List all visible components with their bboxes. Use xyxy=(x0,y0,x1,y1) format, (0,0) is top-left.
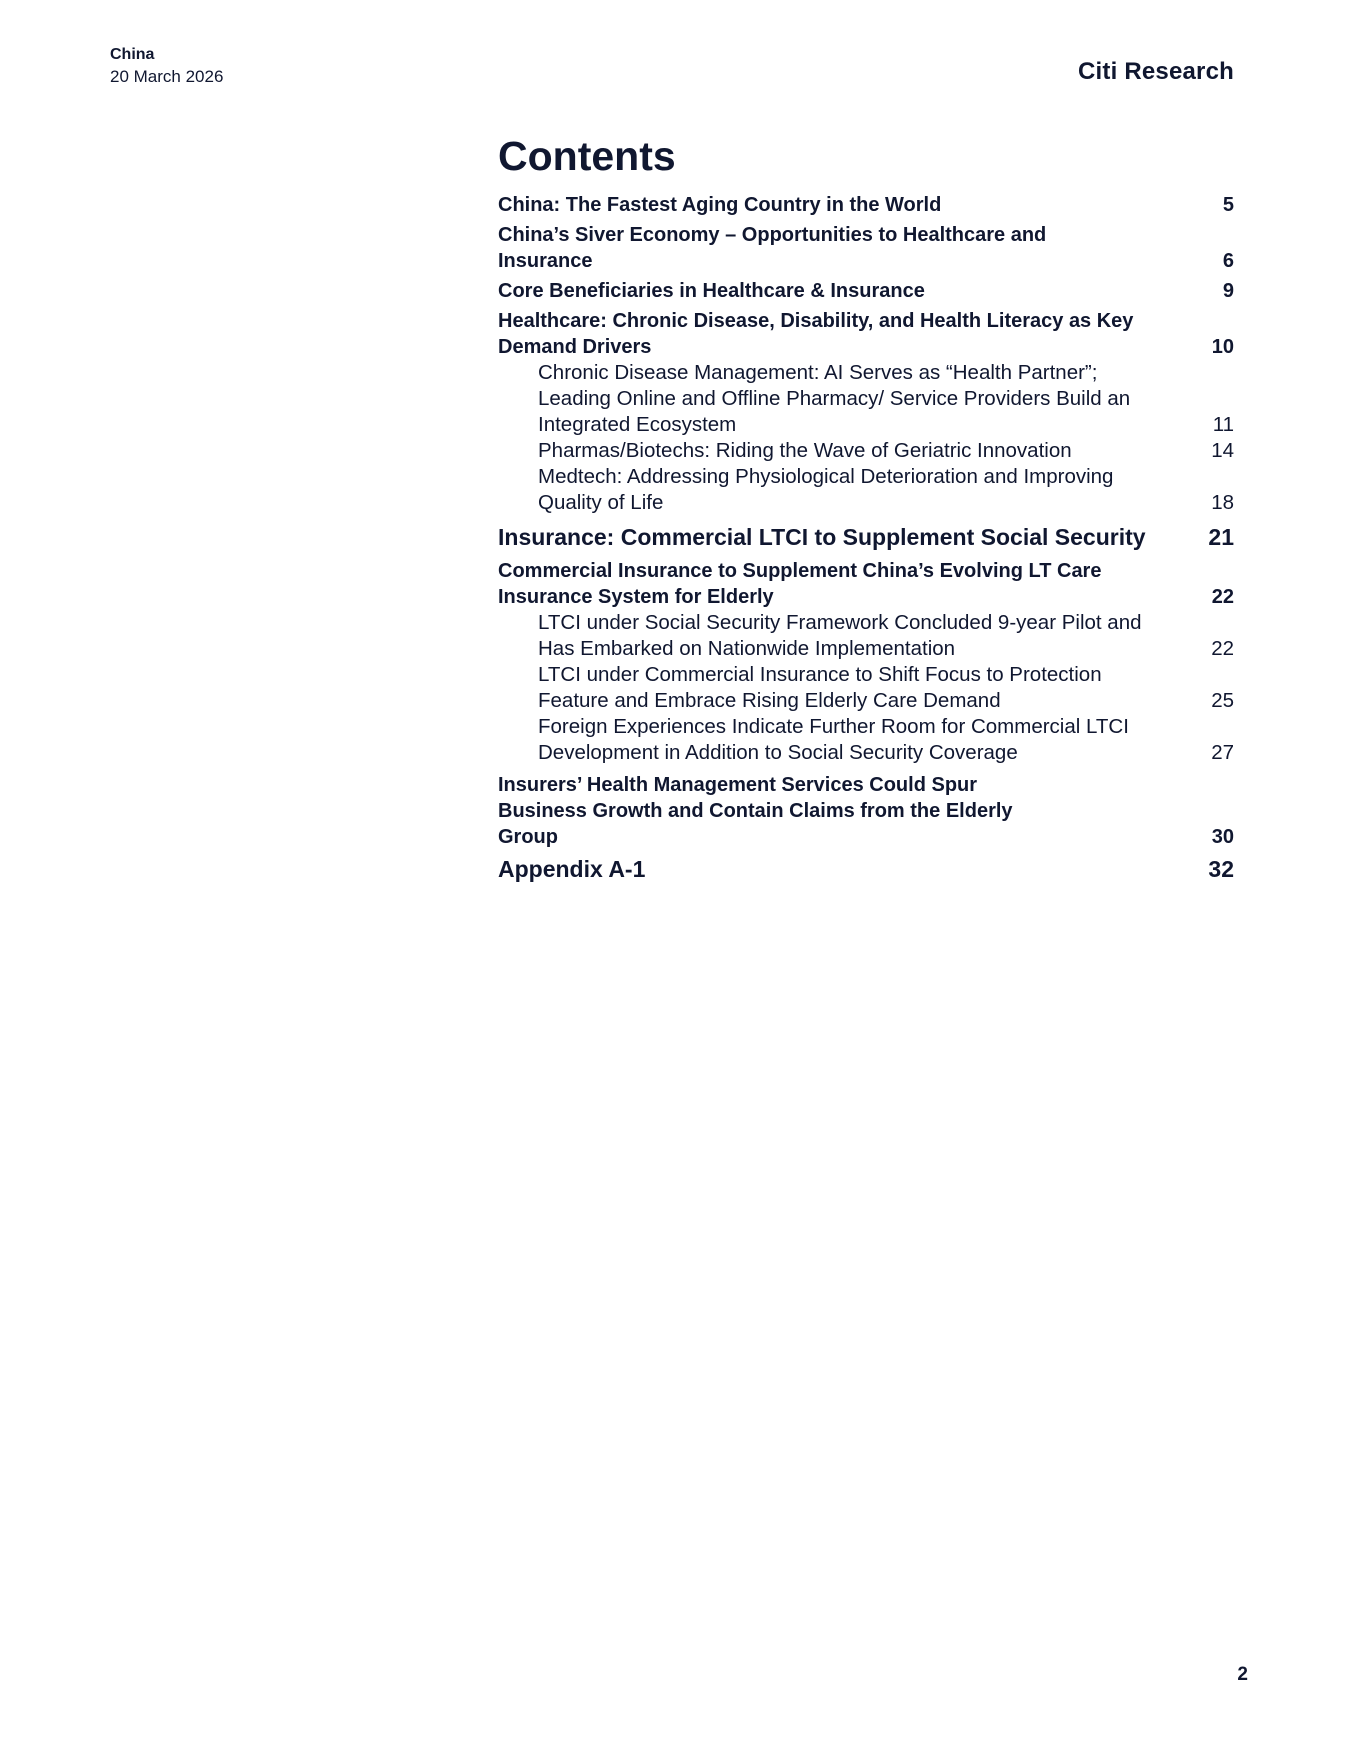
toc-subentry-title: Pharmas/Biotechs: Riding the Wave of Geriatric Innovation xyxy=(538,439,1072,462)
toc-subentry[interactable] xyxy=(498,662,1234,714)
toc-subentry[interactable] xyxy=(498,464,1234,516)
brand-name: Citi Research xyxy=(1078,58,1234,85)
toc-subentry-page: 11 xyxy=(1212,413,1234,436)
toc-entry-title: China: The Fastest Aging Country in the World xyxy=(498,194,942,216)
toc-subentry-title: Chronic Disease Management: AI Serves as “Health Partner”; Leading Online and Offline Pharmacy/ Service Providers Build an Integrated Ecosystem xyxy=(538,361,1131,436)
toc-entry-page: 5 xyxy=(1222,194,1234,216)
toc-entry-title: Healthcare: Chronic Disease, Disability, and Health Literacy as Key Demand Drivers xyxy=(498,310,1134,358)
table-of-contents xyxy=(498,130,1234,890)
toc-subentry[interactable] xyxy=(498,438,1234,464)
toc-entry-page: 22 xyxy=(1211,586,1234,608)
toc-subentry-title: LTCI under Social Security Framework Concluded 9-year Pilot and Has Embarked on Nationwide Implementation xyxy=(538,611,1142,660)
report-date: 20 March 2026 xyxy=(110,67,224,86)
toc-entry[interactable] xyxy=(498,522,1234,552)
toc-subentry[interactable] xyxy=(498,714,1234,766)
toc-title: Contents xyxy=(498,133,676,179)
toc-entry-page: 9 xyxy=(1222,280,1234,302)
toc-entry-title: Appendix A-1 xyxy=(498,856,646,882)
toc-entry-page: 30 xyxy=(1211,826,1234,848)
page-number: 2 xyxy=(1237,1664,1248,1685)
toc-subentry-page: 27 xyxy=(1211,741,1234,764)
toc-subentry[interactable] xyxy=(498,610,1234,662)
toc-entry[interactable] xyxy=(498,308,1234,360)
toc-entry-page: 10 xyxy=(1211,336,1234,358)
toc-entry-title: China’s Siver Economy – Opportunities to Healthcare and Insurance xyxy=(498,224,1047,272)
toc-subentry-page: 14 xyxy=(1211,439,1234,462)
toc-entry[interactable] xyxy=(498,558,1234,610)
toc-entry-title: Commercial Insurance to Supplement China’s Evolving LT Care Insurance System for Elderly xyxy=(498,560,1102,608)
document-header-left xyxy=(110,44,223,88)
toc-entry[interactable] xyxy=(498,278,1234,304)
toc-subentry-page: 22 xyxy=(1211,637,1234,660)
toc-entry[interactable] xyxy=(498,772,1234,850)
toc-subentry-page: 18 xyxy=(1211,491,1234,514)
toc-subentry-title: Medtech: Addressing Physiological Deterioration and Improving Quality of Life xyxy=(538,465,1114,514)
toc-entry[interactable] xyxy=(498,222,1234,274)
toc-entry[interactable] xyxy=(498,192,1234,218)
toc-subentry-title: LTCI under Commercial Insurance to Shift Focus to Protection Feature and Embrace Rising Elderly Care Demand xyxy=(538,663,1102,712)
toc-entry-title: Insurance: Commercial LTCI to Supplement Social Security xyxy=(498,524,1146,550)
toc-entry-page: 32 xyxy=(1208,856,1234,882)
toc-subentry-page: 25 xyxy=(1211,689,1234,712)
region-label: China xyxy=(110,46,155,63)
toc-entry[interactable] xyxy=(498,854,1234,884)
toc-subentry-title: Foreign Experiences Indicate Further Room for Commercial LTCI Development in Addition to Social Security Coverage xyxy=(538,715,1129,764)
toc-entry-page: 6 xyxy=(1222,250,1234,272)
toc-entry-title: Insurers’ Health Management Services Could Spur Business Growth and Contain Claims from the Elderly Group xyxy=(498,774,1013,848)
toc-entry-page: 21 xyxy=(1208,524,1234,550)
toc-entry-title: Core Beneficiaries in Healthcare & Insurance xyxy=(498,280,925,302)
toc-subentry[interactable] xyxy=(498,360,1234,438)
